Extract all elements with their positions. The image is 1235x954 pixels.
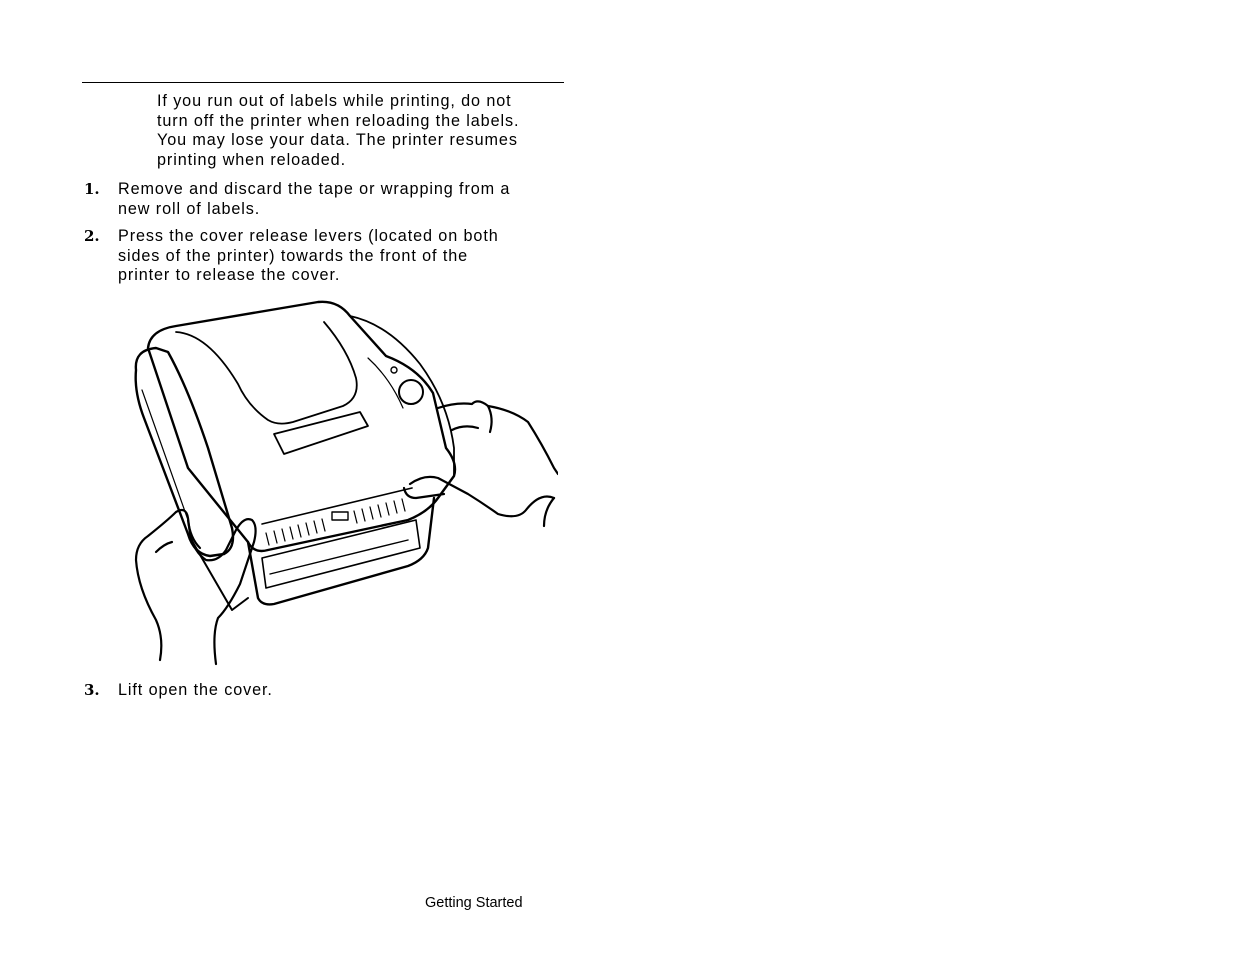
step-number: 3. — [84, 681, 100, 699]
note-line: You may lose your data. The printer resumes — [157, 131, 518, 150]
right-hand — [404, 401, 558, 526]
step-number: 1. — [84, 180, 100, 198]
step-line: new roll of labels. — [118, 199, 261, 218]
step-text — [118, 681, 273, 701]
printer-body — [136, 302, 455, 610]
step-text — [118, 227, 499, 286]
caution-note — [157, 92, 567, 170]
page-footer: Getting Started — [425, 895, 523, 911]
note-line: turn off the printer when reloading the labels. — [157, 111, 520, 130]
note-line: printing when reloaded. — [157, 150, 346, 169]
left-hand — [136, 510, 256, 664]
step-text — [118, 180, 510, 219]
step-line: printer to release the cover. — [118, 266, 341, 285]
step-number: 2. — [84, 227, 100, 245]
step-line: Press the cover release levers (located on both — [118, 227, 499, 245]
header-rule — [82, 82, 564, 83]
step-line: sides of the printer) towards the front of the — [118, 246, 469, 265]
step-line: Remove and discard the tape or wrapping from a — [118, 180, 511, 198]
step-line: Lift open the cover. — [118, 681, 273, 699]
printer-cover-release-illustration — [128, 298, 558, 670]
note-line: If you run out of labels while printing, do not — [157, 92, 512, 110]
